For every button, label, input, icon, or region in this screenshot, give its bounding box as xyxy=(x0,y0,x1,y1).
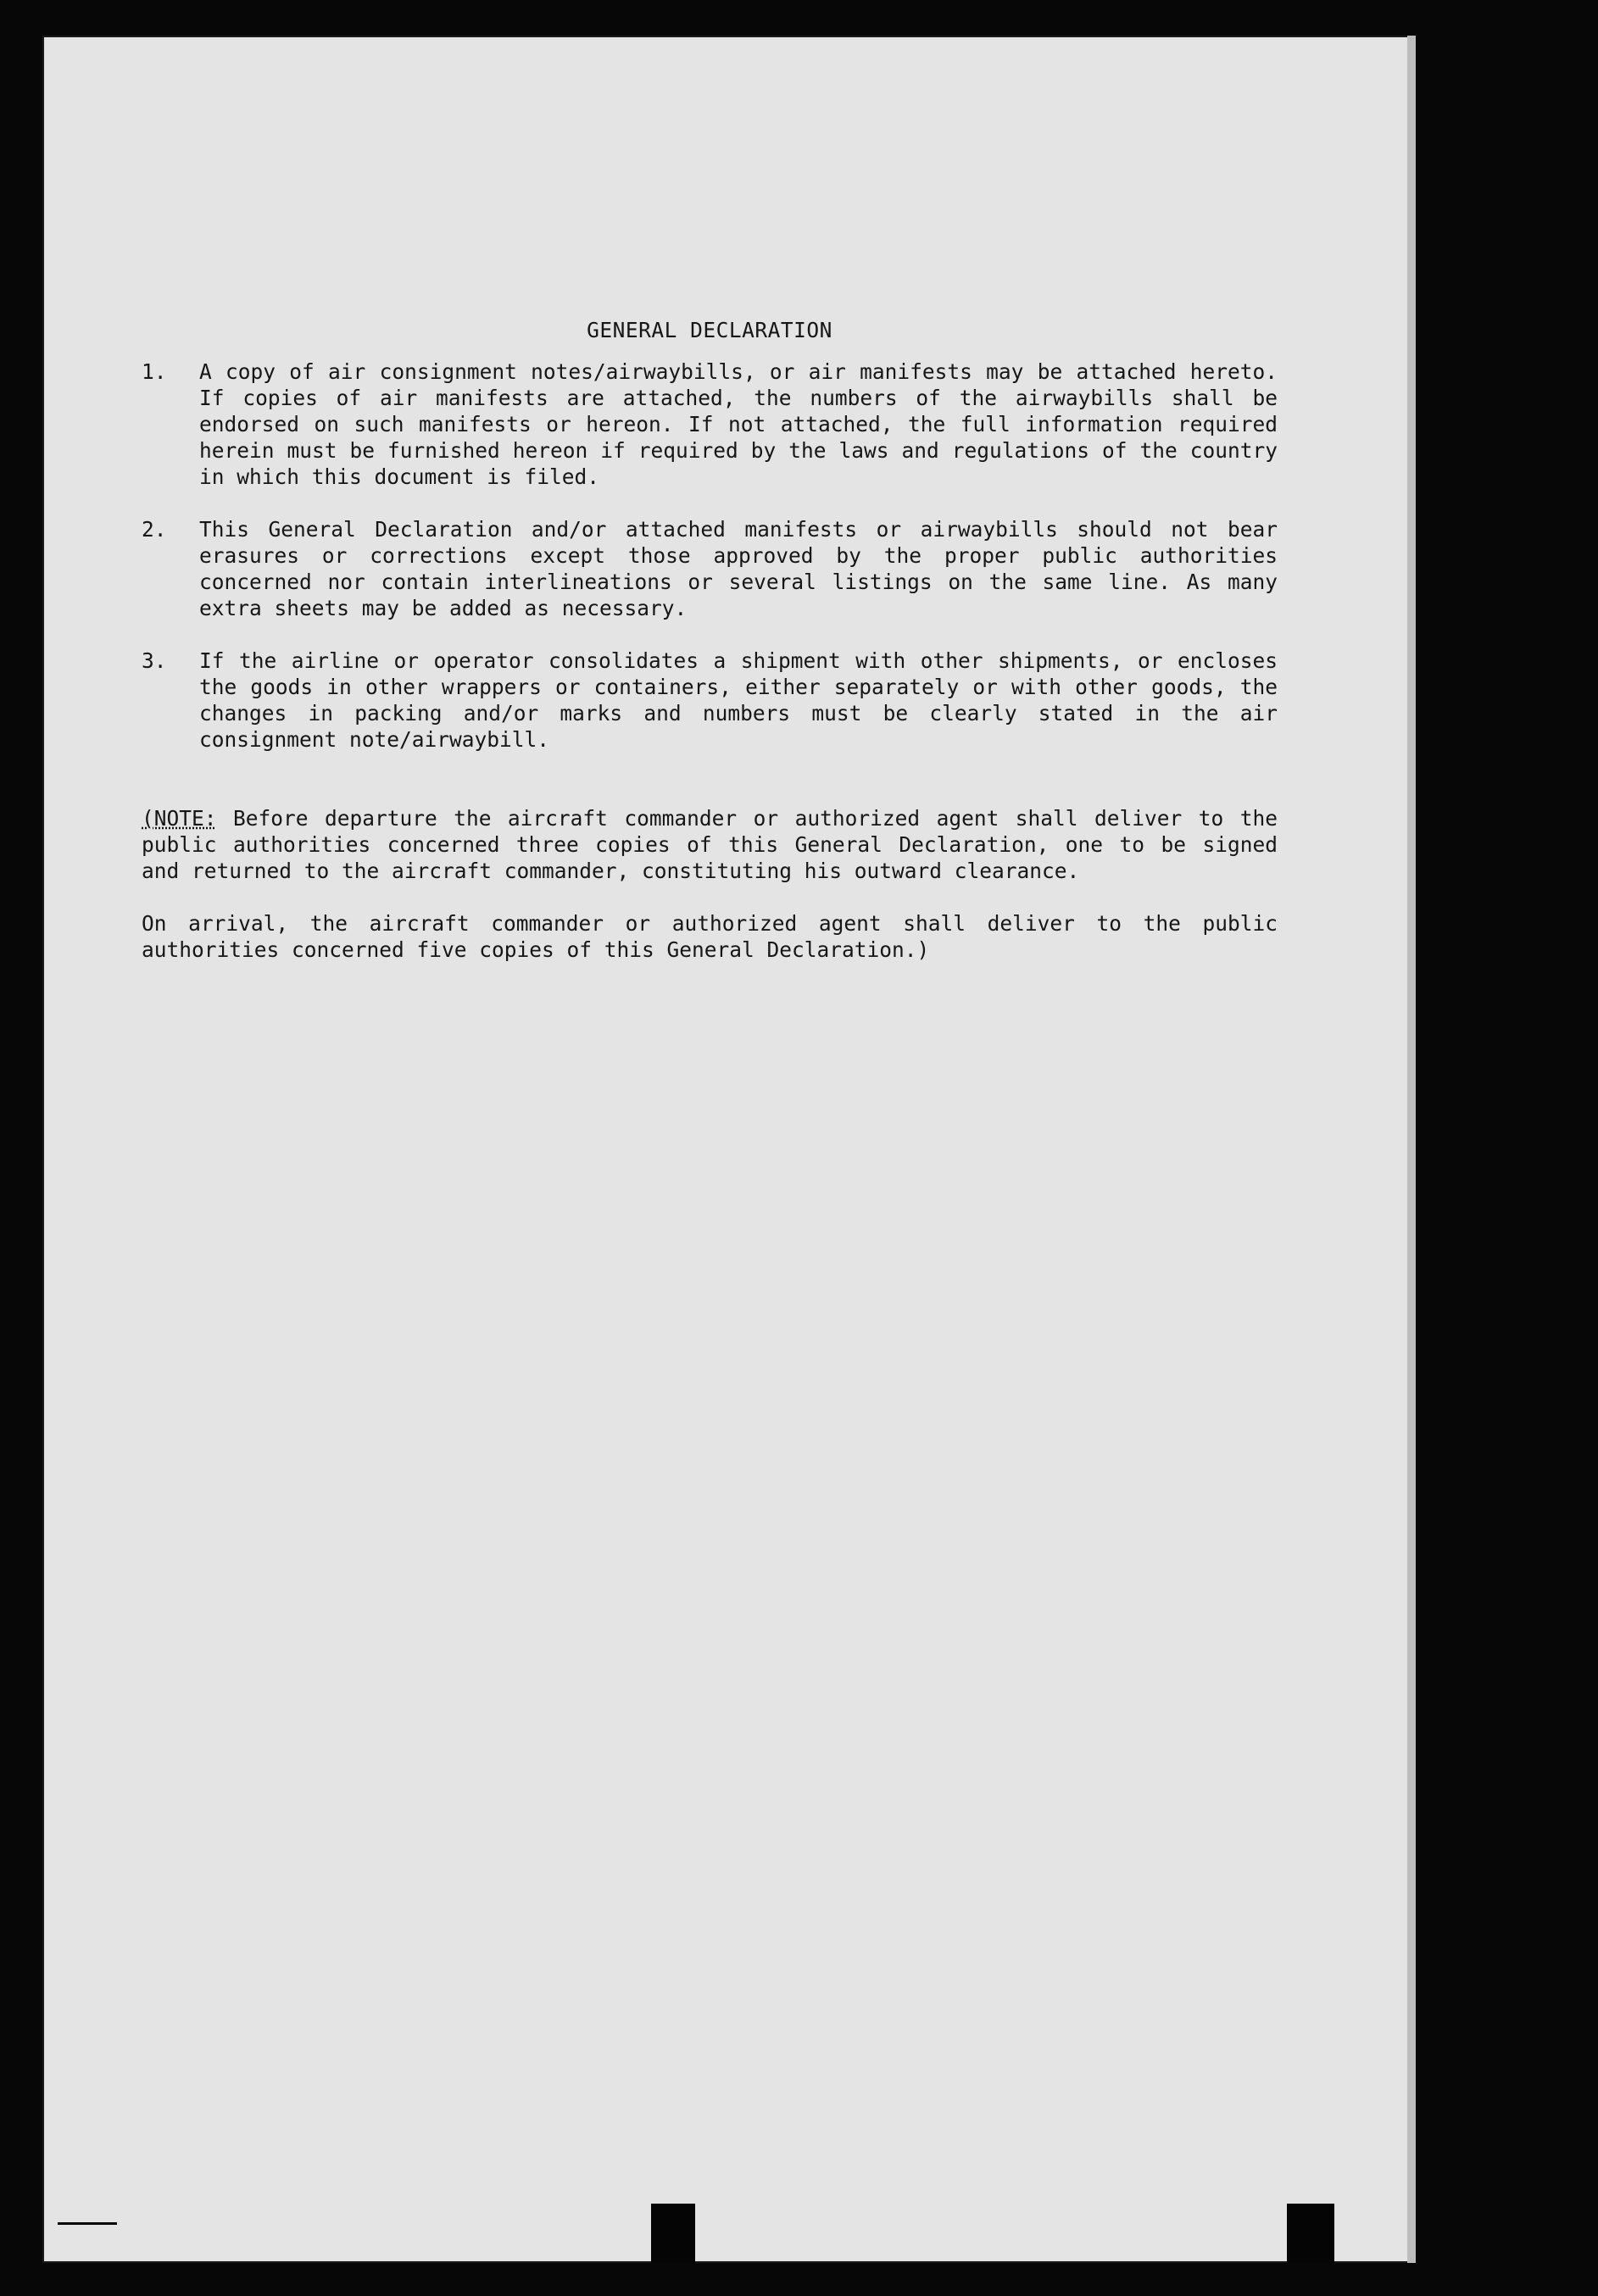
item-text: This General Declaration and/or attached manifests or airwaybills should not bear erasures or corrections except those approved by the proper public authorities concerned nor contain interlineations or several listings on the same line. As many extra sheets may be added as necessary. xyxy=(199,517,1278,620)
document-body xyxy=(142,281,1278,963)
note-paragraph xyxy=(142,805,1278,884)
bleed-through-marks xyxy=(1161,883,1382,2070)
arrival-paragraph: On arrival, the aircraft commander or authorized agent shall deliver to the public authorities concerned five copies of this General Declaration.) xyxy=(142,911,1278,962)
item-text: If the airline or operator consolidates a shipment with other shipments, or encloses the goods in other wrappers or containers, either separately or with other goods, the changes in packing and/or marks and numbers must be clearly stated in the air consignment note/airwaybill. xyxy=(199,648,1278,752)
page-title: GENERAL DECLARATION xyxy=(587,318,832,342)
note-text: Before departure the aircraft commander or authorized agent shall deliver to the public authorities concerned three copies of this General Declaration, one to be signed and returned to the aircraft commander, constituting his outward clearance. xyxy=(142,806,1278,883)
scan-artifact xyxy=(1287,2204,1334,2263)
list-item xyxy=(142,359,1278,490)
document-page xyxy=(42,36,1411,2263)
scan-artifact xyxy=(651,2204,695,2263)
list-item xyxy=(142,516,1278,621)
page-edge-shadow xyxy=(1407,36,1416,2263)
item-number: 3. xyxy=(142,648,167,673)
item-number: 1. xyxy=(142,359,167,384)
item-text: A copy of air consignment notes/airwaybills, or air manifests may be attached hereto. If copies of air manifests are attached, the numbers of the airwaybills shall be endorsed on such manifests or hereon. If not attached, the full information required herein must be furnished hereon if required by the laws and regulations of the country in which this document is filed. xyxy=(199,359,1278,489)
scan-artifact xyxy=(58,2222,117,2225)
item-number: 2. xyxy=(142,517,167,542)
list-item xyxy=(142,648,1278,753)
note-lead: (NOTE: xyxy=(142,806,217,831)
